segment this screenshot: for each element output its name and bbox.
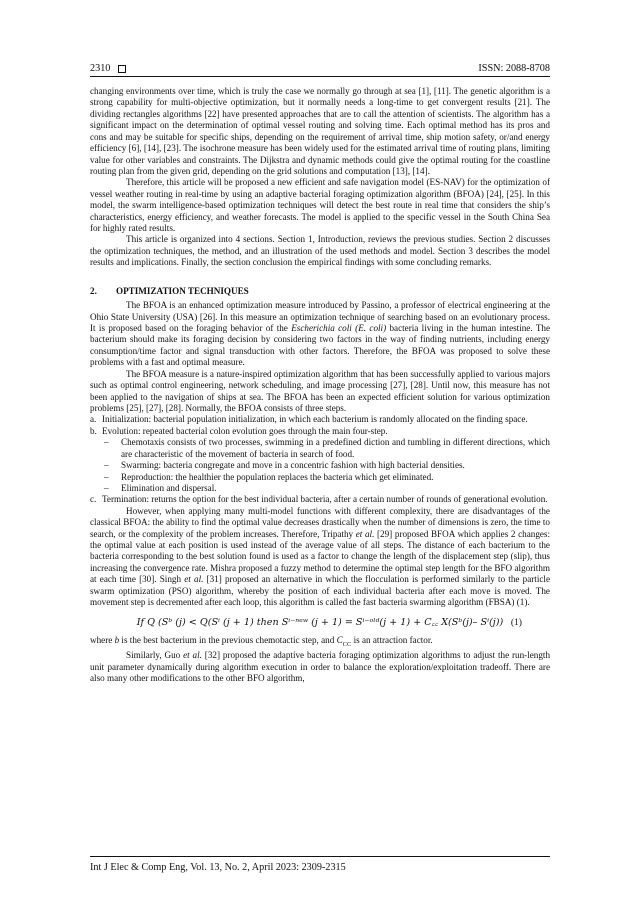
- section-number: 2.: [90, 285, 97, 296]
- paragraph-8-text-a: Similarly, Guo: [126, 650, 184, 661]
- equation-number: (1): [510, 616, 522, 628]
- dash-bullet: –: [104, 482, 109, 493]
- paragraph-4-text-b: bacteria living in the human intestine. The bacterium should make its foraging decision by considering two factors in the way of finding nutrients, including energy consumption/time factor and signal transduction with other factors. Therefore, the BFOA was proposed to solve these problems with a fast and optimal measure.: [90, 323, 551, 368]
- paragraph-6-text-a: However, when applying many multi-model functions with different complexity, there are disadvantages of the classical BFOA: the ability to find the optimal value decreases drastically when the number of dimensions is zero, the time to search, or the complexity of the problem increases. Therefore, Tripathy: [90, 505, 550, 539]
- page-footer: Int J Elec & Comp Eng, Vol. 13, No. 2, April 2023: 2309-2315: [90, 862, 346, 873]
- symbol-c-subscript: CC: [342, 640, 352, 648]
- et-al: et al.: [183, 650, 202, 661]
- page-number: 2310: [90, 63, 111, 74]
- footer-rule: [90, 856, 550, 857]
- list-item: [104, 483, 550, 494]
- journal-issn: ISSN: 2088-8708: [478, 63, 550, 74]
- paragraph-6: [90, 506, 550, 609]
- dash-bullet: –: [104, 437, 109, 448]
- paragraph-8: [90, 650, 550, 684]
- list-label: c.: [90, 494, 97, 505]
- paragraph-4-text-a: The BFOA is an enhanced optimization measure introduced by Passino, a professor of electrical engineering at the Ohio State University (USA) [26]. In this measure an optimization technique of searching based on an evolutionary process. It is proposed based on the foraging behavior of the: [90, 300, 550, 334]
- paragraph-4: [90, 300, 550, 369]
- list-item: [104, 472, 550, 483]
- header-left: [90, 63, 126, 74]
- list-text: Termination: returns the option for the best individual bacteria, after a certain number of rounds of generational evolution.: [102, 494, 548, 505]
- symbol-c: C: [336, 634, 343, 645]
- section-title: OPTIMIZATION TECHNIQUES: [116, 285, 249, 296]
- section-heading: [90, 286, 550, 297]
- list-text: Reproduction: the healthier the population replaces the bacteria which get eliminated.: [121, 471, 434, 482]
- list-item: [104, 437, 550, 460]
- paragraph-2: Therefore, this article will be proposed a new efficient and safe navigation model (ES-NAV) for the optimization of vessel weather routing in real-time by using an adaptive bacterial foraging optimization algorithm (BFOA) [24], [25]. In this model, the swarm intelligence-based optimization techniques will detect the best route in real time that considers the ship’s characteristics, energy efficiency, and weather forecasts. The model is applied to the specific vessel in the South China Sea for highly rated results.: [90, 177, 550, 234]
- paragraph-5: The BFOA measure is a nature-inspired optimization algorithm that has been successfully applied to various majors such as optimal control engineering, network scheduling, and image processing [27], [28]. Until now, this measure has not been applied to the navigation of ships at sea. The BFOA has been an expected efficient solution for various optimization problems [25], [27], [28]. Normally, the BFOA consists of three steps.: [90, 368, 550, 413]
- list-item: [90, 414, 550, 425]
- symbol-b: b: [114, 634, 120, 645]
- page-header: [90, 56, 550, 74]
- et-al: et al.: [184, 574, 204, 585]
- paragraph-7: [90, 635, 550, 650]
- dash-bullet: –: [104, 460, 109, 471]
- paragraph-6-text-b: [29] proposed BFOA which applies 2 changes: the optimal value at each position is used instead of the average value of all steps. The distance of each bacterium to the bacteria corresponding to the best solution found is used as a factor to change the length of the displacement step (slip), thus increasing the convergence rate. Mishra proposed a fuzzy method to determine the optimal step length for the BFO algorithm at each time [30]. Singh: [90, 528, 551, 585]
- paragraph-6-text-c: [31] proposed an alternative in which the flocculation is performed similarly to the particle swarm optimization (PSO) algorithm, whereby the position of each individual bacteria after each move is moved. The movement step is decremented after each loop, this algorithm is called the fast bacteria swarming algorithm (FBSA) (1).: [90, 574, 551, 608]
- list-item: [90, 494, 550, 505]
- list-text: Evolution: repeated bacterial colon evolution goes through the main four-step.: [102, 425, 388, 436]
- steps-list: [90, 414, 550, 437]
- paragraph-7-text-c: is an attraction factor.: [351, 634, 433, 645]
- paragraph-7-text-b: is the best bacterium in the previous chemotactic step, and: [119, 634, 337, 645]
- paragraph-3: This article is organized into 4 sections. Section 1, Introduction, reviews the previous studies. Section 2 discusses the optimization techniques, the method, and an illustration of the used methods and model. Section 3 describes the model results and implications. Finally, the section conclusion the empirical findings with some concluding remarks.: [90, 234, 550, 268]
- list-text: Initialization: bacterial population initialization, in which each bacterium is randomly allocated on the finding space.: [102, 414, 528, 425]
- et-al: et al.: [355, 528, 375, 539]
- evolution-substeps: [104, 437, 550, 494]
- square-icon: [118, 65, 126, 73]
- list-item: [90, 426, 550, 437]
- equation-1: [90, 617, 550, 628]
- paragraph-8-text-b: [32] proposed the adaptive bacteria foraging optimization algorithms to adjust the run-length unit parameter dynamically during algorithm execution in order to balance the exploration/exploitation tradeoff. There are also many other modifications to the other BFO algorithm,: [90, 650, 551, 684]
- list-item: [104, 460, 550, 471]
- equation-text: If Q (Sᵇ (j) < Q(Sⁱ (j + 1) then Sⁱ⁻ⁿᵉʷ (j + 1) = Sⁱ⁻ᵒˡᵈ(j + 1) + C꜀꜀ X(Sᵇ(j)– Sⁱ(j)): [136, 616, 504, 628]
- list-text: Chemotaxis consists of two processes, swimming in a predefined diction and tumbling in different directions, which are characteristic of the movement of bacteria in search of food.: [121, 437, 550, 459]
- paragraph-7-text-a: where: [90, 634, 115, 645]
- list-label: a.: [90, 414, 97, 425]
- steps-list-continued: [90, 494, 550, 505]
- species-name: Escherichia coli (E. coli): [291, 323, 387, 334]
- list-text: Elimination and dispersal.: [121, 482, 217, 493]
- dash-bullet: –: [104, 471, 109, 482]
- header-rule: [90, 76, 550, 77]
- paragraph-1: changing environments over time, which is truly the case we normally go through at sea [1], [11]. The genetic algorithm is a strong capability for multi-objective optimization, but it normally needs a long-time to get convergent results [21]. The dividing rectangles algorithms [22] have presented approaches that are to call the attention of scientists. The algorithm has a significant impact on the determination of optimal vessel routing and solving time. Each optimal method has its pros and cons and may be suitable for specific ships, depending on the requirement of arrival time, ship motion safety, or/and energy efficiency [6], [14], [23]. The isochrone measure has been widely used for the estimated arrival time of routing plans, limiting value for other variables and constraints. The Dijkstra and dynamic methods could give the optimal routing for the coastline routing plan from the given grid, depending on the grid solutions and computation [13], [14].: [90, 86, 550, 176]
- list-label: b.: [90, 425, 97, 436]
- list-text: Swarming: bacteria congregate and move in a concentric fashion with high bacterial densities.: [121, 460, 465, 471]
- page-body: [90, 86, 550, 685]
